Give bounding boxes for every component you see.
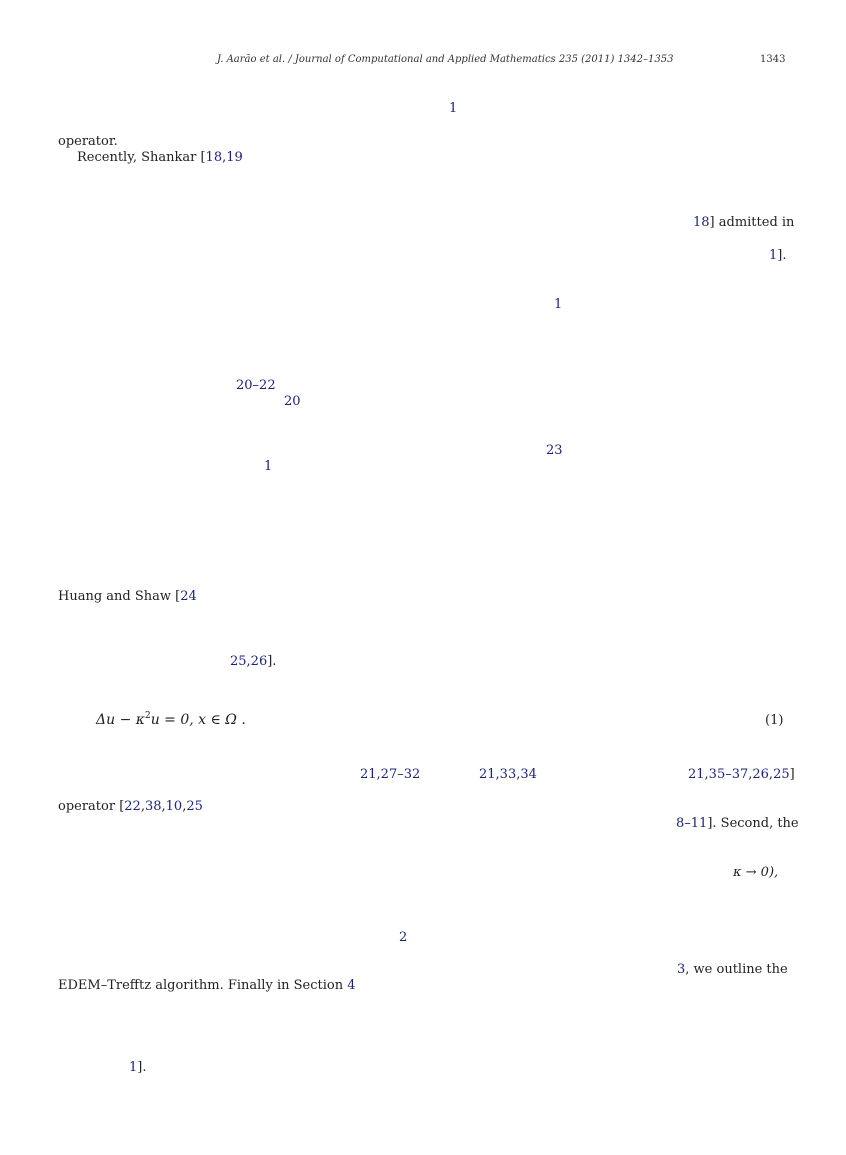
paragraph-line [688,767,795,783]
section-link[interactable]: 3 [677,962,686,977]
citation-link[interactable]: 8–11 [676,816,708,831]
citation-link[interactable]: 25 [186,799,203,814]
paragraph-line [129,1060,147,1076]
citation-link[interactable]: 2 [399,930,408,945]
section-link[interactable]: 4 [347,978,356,993]
text-fragment: ]. [267,654,277,669]
citation-link[interactable]: 24 [180,589,197,604]
separator: , [140,799,145,814]
paragraph-line [693,215,794,231]
citation-link[interactable]: 21,33,34 [479,767,537,782]
citation-link[interactable]: 1 [554,297,563,312]
text-fragment: ] admitted in [709,215,795,230]
equation-number: (1) [765,713,784,728]
citation-link[interactable]: 21,35–37,26,25 [688,767,790,782]
equation-exponent: 2 [144,711,151,721]
page-number: 1343 [760,54,786,65]
citation-link[interactable]: 22 [124,799,141,814]
text-fragment: ]. Second, the [707,816,799,831]
paragraph-line [58,589,197,605]
paragraph-line [677,962,788,978]
citation-link[interactable]: 18,19 [205,150,243,165]
citation-link[interactable]: 10 [165,799,183,814]
citation-link[interactable]: 1 [449,101,458,116]
paragraph-line [58,978,355,994]
citation-link[interactable]: 25,26 [230,654,268,669]
running-header: J. Aarão et al. / Journal of Computational and Applied Mathematics 235 (2011) 1342–1353 [217,54,674,65]
text-fragment: Recently, Shankar [ [77,150,206,165]
equation [96,712,246,728]
text-fragment: operator [ [58,799,125,814]
paragraph-line [230,654,276,670]
text-fragment: , we outline the [685,962,788,977]
math-fragment: κ → 0), [733,865,779,880]
citation-link[interactable]: 18 [693,215,710,230]
separator: , [182,799,187,814]
separator: , [161,799,166,814]
citation-link[interactable]: 1 [264,459,273,474]
paragraph-line [77,150,243,166]
citation-link[interactable]: 20 [284,394,301,409]
text-fragment: ] [789,767,795,782]
citation-link[interactable]: 21,27–32 [360,767,421,782]
text-fragment: EDEM–Trefftz algorithm. Finally in Section [58,978,348,993]
equation-left: Δu − κ [96,712,145,728]
equation-right: u = 0, x ∈ Ω . [150,712,246,728]
citation-link[interactable]: 23 [546,443,563,458]
paragraph-line [58,799,203,815]
text-fragment: ]. [777,248,787,263]
citation-link[interactable]: 1 [769,248,778,263]
text-fragment: Huang and Shaw [ [58,589,181,604]
paragraph-line [676,816,799,832]
citation-link[interactable]: 20–22 [236,378,276,393]
paragraph-line [769,248,787,264]
citation-link[interactable]: 1 [129,1060,138,1075]
text-fragment: ]. [137,1060,147,1075]
citation-link[interactable]: 38 [144,799,162,814]
text-fragment: operator. [58,134,118,149]
